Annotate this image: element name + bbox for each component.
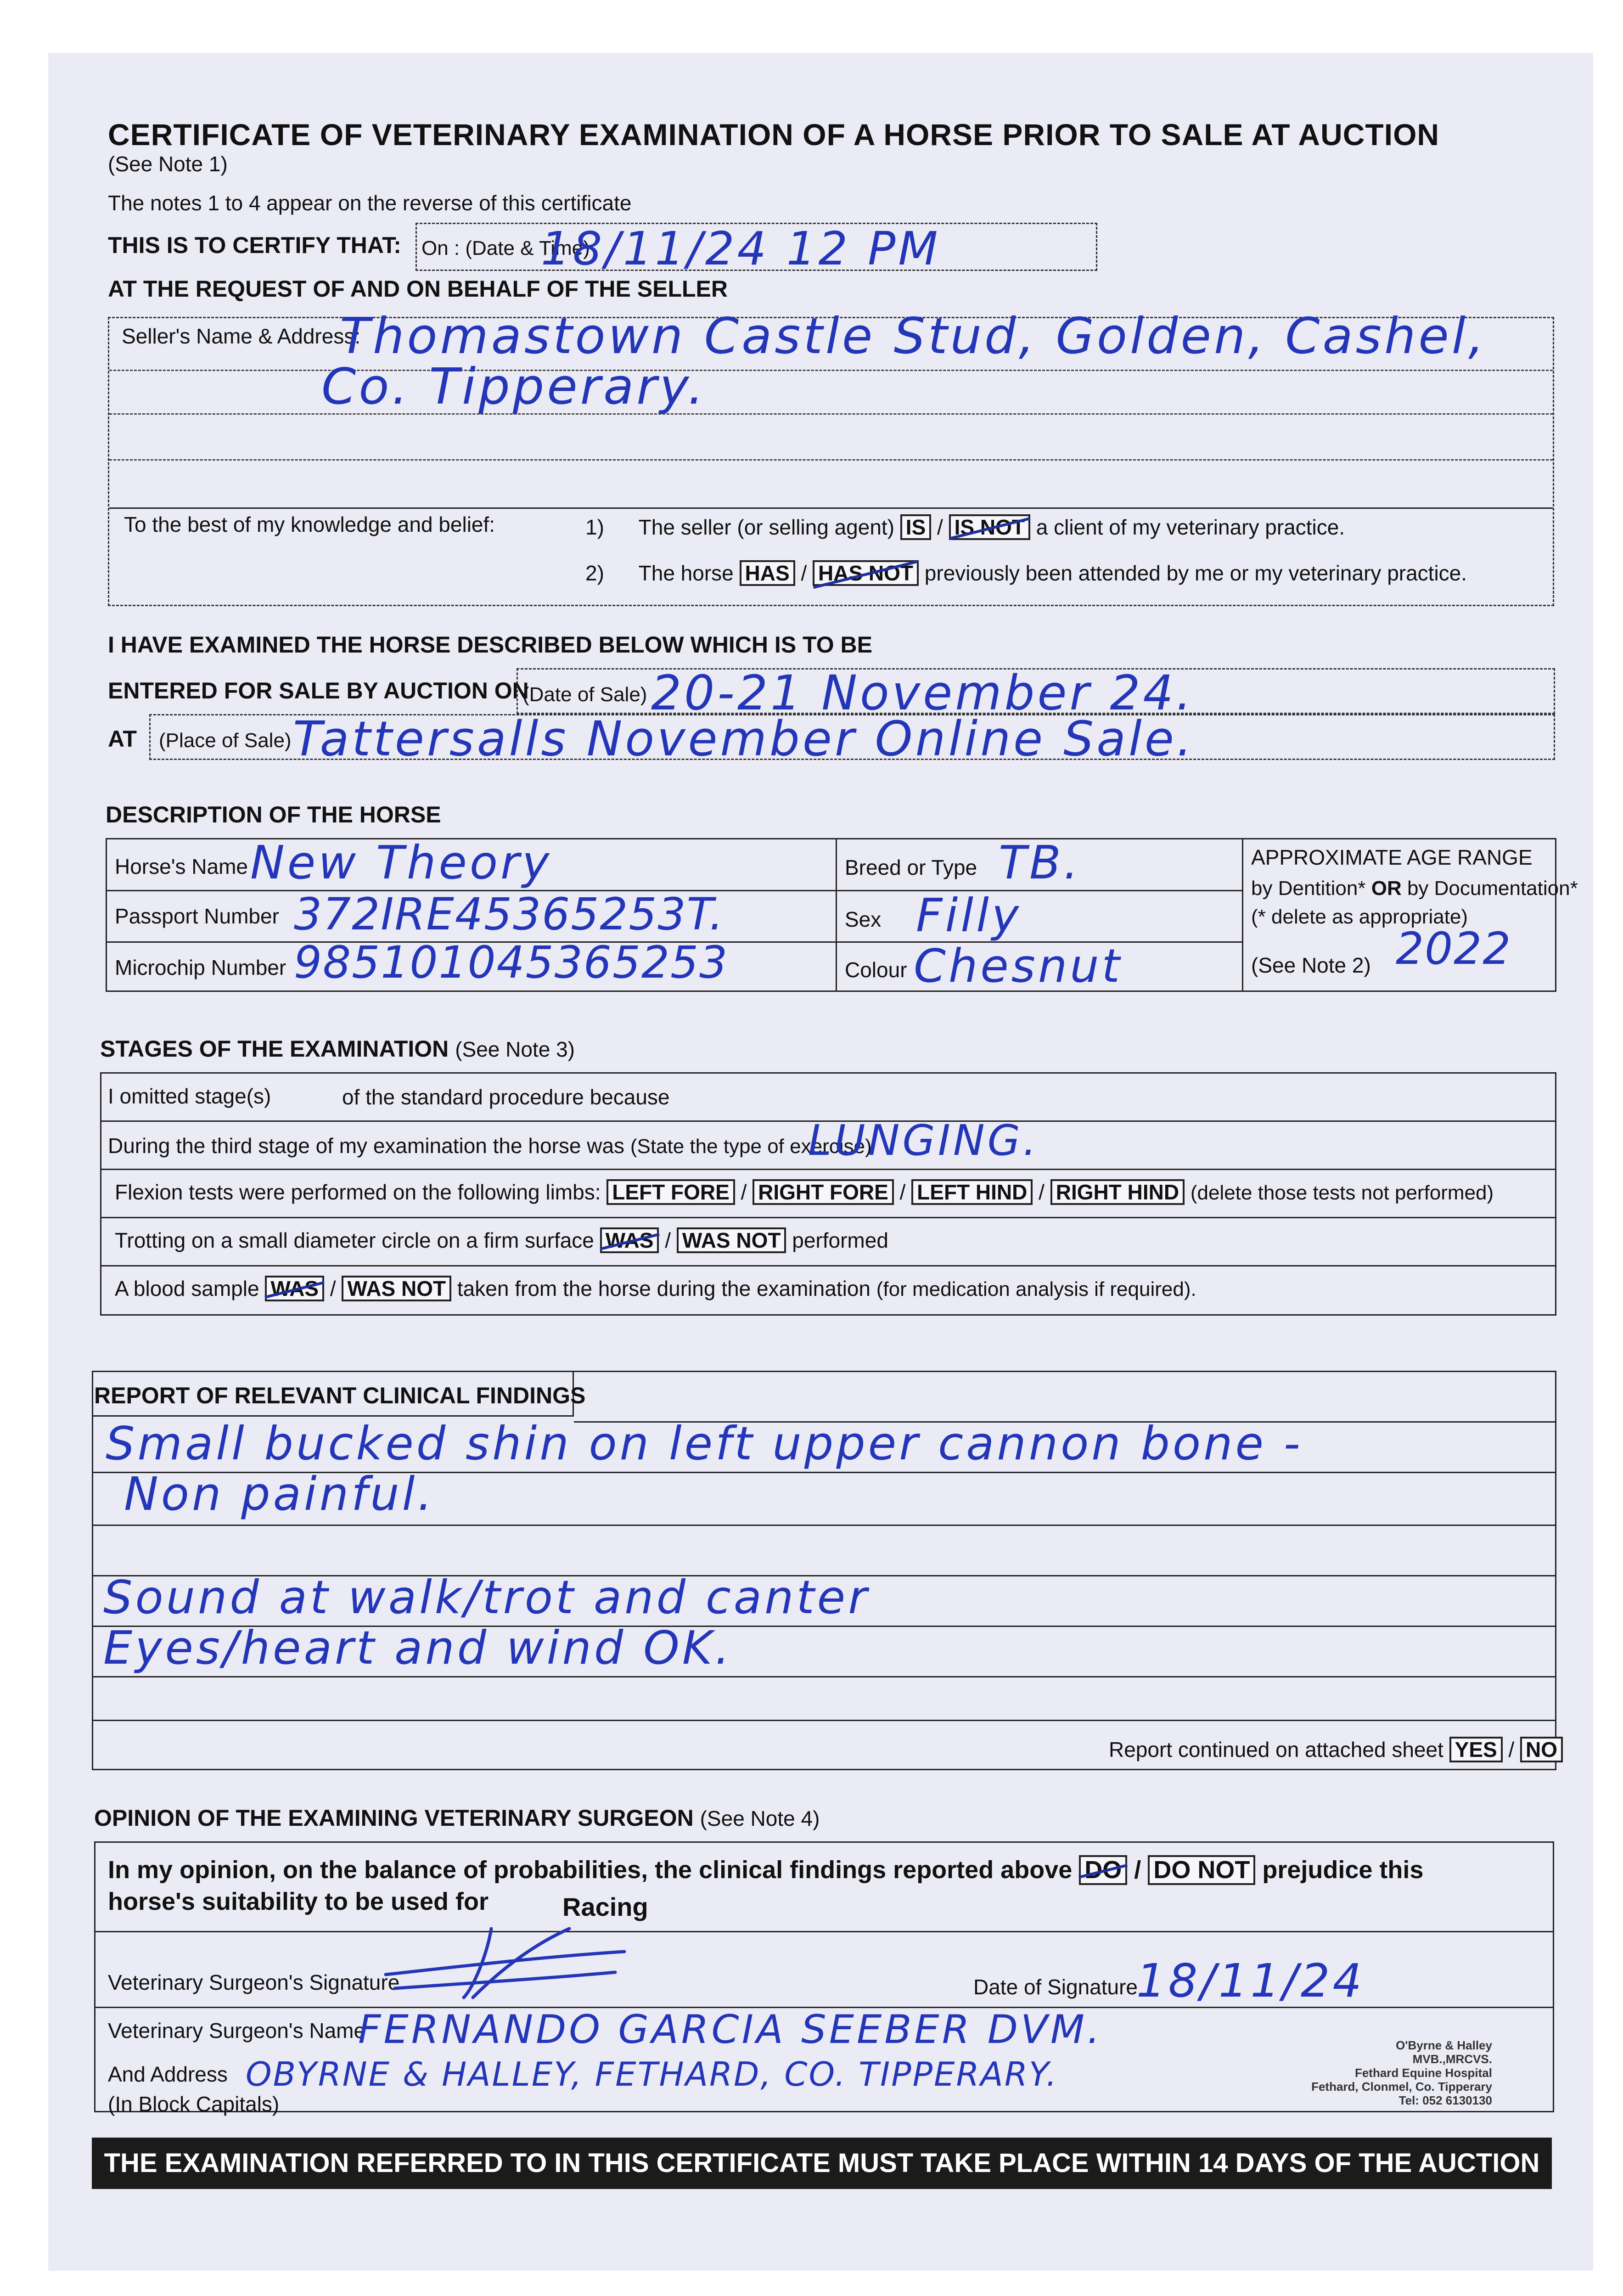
opinion-rule-1 xyxy=(94,1931,1554,1932)
passport-value[interactable]: 372IRE45365253T. xyxy=(294,889,724,940)
age-documentation[interactable]: by Documentation* xyxy=(1407,877,1578,900)
vet-address-label: And Address xyxy=(108,2062,228,2086)
trotting-line xyxy=(115,1227,888,1253)
passport-label: Passport Number xyxy=(115,904,279,928)
trot-was-option[interactable]: WAS xyxy=(600,1227,659,1253)
seller-rule-4 xyxy=(109,507,1553,509)
date-of-signature-label: Date of Signature xyxy=(973,1975,1138,1999)
item1-text: The seller (or selling agent) xyxy=(638,515,895,539)
stamp-line-2: MVB.,MRCVS. xyxy=(1412,2052,1492,2066)
trotting-label: Trotting on a small diameter circle on a firm surface xyxy=(115,1228,594,1252)
horse-name-label: Horse's Name xyxy=(115,855,248,878)
opinion-text-1: In my opinion, on the balance of probabilities, the clinical findings reported above xyxy=(108,1856,1073,1884)
item2-has-not-option[interactable]: HAS NOT xyxy=(813,560,919,586)
notes-line: The notes 1 to 4 appear on the reverse of this certificate xyxy=(108,191,632,215)
report-rule-5 xyxy=(92,1676,1556,1677)
microchip-value[interactable]: 985101045365253 xyxy=(294,937,729,988)
colour-value[interactable]: Chesnut xyxy=(914,939,1123,993)
age-delete-note: (* delete as appropriate) xyxy=(1251,906,1468,928)
omitted-label-b: of the standard procedure because xyxy=(342,1085,670,1109)
stages-title: STAGES OF THE EXAMINATION xyxy=(100,1036,449,1062)
opinion-use-value[interactable]: Racing xyxy=(562,1892,648,1921)
opinion-text-1-post: prejudice this xyxy=(1262,1856,1424,1884)
belief-label: To the best of my knowledge and belief: xyxy=(124,512,495,536)
stamp-line-4: Fethard, Clonmel, Co. Tipperary xyxy=(1311,2079,1492,2093)
date-of-sale-label: (Date of Sale) xyxy=(522,683,647,706)
age-range-method xyxy=(1251,877,1578,900)
age-see-note-2: (See Note 2) xyxy=(1251,953,1371,977)
belief-item-2 xyxy=(585,560,1467,586)
stamp-line-5: Tel: 052 6130130 xyxy=(1398,2093,1492,2107)
blood-note: (for medication analysis if required). xyxy=(876,1278,1196,1300)
place-of-sale-field[interactable] xyxy=(149,711,1555,767)
report-rule-6 xyxy=(92,1720,1556,1721)
stamp-line-1: O'Byrne & Halley xyxy=(1396,2038,1492,2052)
at-label: AT xyxy=(108,726,137,752)
certify-label: THIS IS TO CERTIFY THAT: xyxy=(108,232,401,258)
date-time-value: 18/11/24 12 PM xyxy=(541,222,941,276)
third-stage-label: During the third stage of my examination the horse was xyxy=(108,1134,625,1158)
stages-note: (See Note 3) xyxy=(455,1037,575,1061)
limb-sep-3: / xyxy=(1039,1180,1045,1204)
breed-value[interactable]: TB. xyxy=(999,836,1081,889)
stages-rule-2 xyxy=(100,1169,1556,1170)
report-title: REPORT OF RELEVANT CLINICAL FINDINGS xyxy=(94,1383,586,1408)
continued-sep: / xyxy=(1508,1738,1515,1761)
flexion-label: Flexion tests were performed on the following limbs: xyxy=(115,1180,601,1204)
blood-was-not-option[interactable]: WAS NOT xyxy=(342,1276,451,1301)
limb-left-hind[interactable]: LEFT HIND xyxy=(911,1179,1033,1205)
limb-sep-2: / xyxy=(899,1180,906,1204)
finding-line-1[interactable]: Small bucked shin on left upper cannon bone - xyxy=(106,1417,1303,1470)
date-of-sale-value: 20-21 November 24. xyxy=(651,665,1194,721)
vet-name-label: Veterinary Surgeon's Name xyxy=(108,2019,366,2043)
trot-sep: / xyxy=(665,1228,671,1252)
limb-right-hind[interactable]: RIGHT HIND xyxy=(1050,1179,1185,1205)
see-note-1: (See Note 1) xyxy=(108,152,228,176)
signature-mark[interactable] xyxy=(376,1919,634,2002)
date-time-label: On : (Date & Time) xyxy=(421,237,590,259)
item2-post: previously been attended by me or my veterinary practice. xyxy=(924,561,1467,585)
blood-label: A blood sample xyxy=(115,1277,259,1300)
item1-is-option[interactable]: IS xyxy=(900,514,931,540)
item2-sep: / xyxy=(801,561,807,585)
third-stage-value[interactable]: LUNGING. xyxy=(808,1116,1039,1165)
omitted-label-a: I omitted stage(s) xyxy=(108,1084,271,1108)
place-of-sale-value: Tattersalls November Online Sale. xyxy=(293,711,1195,767)
opinion-section-title xyxy=(94,1805,820,1831)
continued-yes-option[interactable]: YES xyxy=(1449,1737,1503,1762)
opinion-title: OPINION OF THE EXAMINING VETERINARY SURGEON xyxy=(94,1805,694,1831)
limb-sep-1: / xyxy=(741,1180,747,1204)
report-rule-2 xyxy=(92,1525,1556,1526)
seller-line1[interactable]: Thomastown Castle Stud, Golden, Cashel, xyxy=(340,308,1487,365)
vet-name-value[interactable]: FERNANDO GARCIA SEEBER DVM. xyxy=(358,2007,1103,2053)
horse-table-divider-2 xyxy=(1242,838,1243,992)
finding-line-2[interactable]: Non painful. xyxy=(124,1467,435,1521)
finding-line-4[interactable]: Eyes/heart and wind OK. xyxy=(103,1621,733,1675)
horse-section-title: DESCRIPTION OF THE HORSE xyxy=(106,802,441,827)
item1-post: a client of my veterinary practice. xyxy=(1036,515,1345,539)
age-value[interactable]: 2022 xyxy=(1396,923,1512,974)
seller-line2[interactable]: Co. Tipperary. xyxy=(321,358,707,416)
horse-name-value[interactable]: New Theory xyxy=(250,836,552,889)
signature-label: Veterinary Surgeon's Signature xyxy=(108,1970,400,1994)
blood-post: taken from the horse during the examination xyxy=(457,1277,870,1300)
sex-label: Sex xyxy=(845,907,882,931)
blood-was-option[interactable]: WAS xyxy=(265,1276,324,1301)
practice-stamp xyxy=(1286,2039,1492,2107)
horse-table-divider-1 xyxy=(836,838,837,992)
age-range-title: APPROXIMATE AGE RANGE xyxy=(1251,845,1533,869)
item2-text: The horse xyxy=(638,561,734,585)
item1-sep: / xyxy=(937,515,943,539)
stages-rule-3 xyxy=(100,1217,1556,1218)
item1-num: 1) xyxy=(585,515,604,539)
trotting-post: performed xyxy=(792,1228,888,1252)
limb-left-fore[interactable]: LEFT FORE xyxy=(607,1179,735,1205)
opinion-do-not-option[interactable]: DO NOT xyxy=(1148,1855,1255,1885)
item2-has-option[interactable]: HAS xyxy=(740,560,795,586)
request-line: AT THE REQUEST OF AND ON BEHALF OF THE SELLER xyxy=(108,276,728,302)
opinion-line-1 xyxy=(108,1855,1423,1885)
microchip-label: Microchip Number xyxy=(115,956,286,979)
finding-line-3[interactable]: Sound at walk/trot and canter xyxy=(103,1570,870,1624)
seller-label: Seller's Name & Address: xyxy=(122,324,361,348)
opinion-do-option[interactable]: DO xyxy=(1079,1855,1127,1885)
stages-section-title xyxy=(100,1035,575,1062)
certificate-title: CERTIFICATE OF VETERINARY EXAMINATION OF A HORSE PRIOR TO SALE AT AUCTION xyxy=(108,118,1440,152)
place-of-sale-label: (Place of Sale) xyxy=(159,729,292,752)
date-of-signature-value[interactable]: 18/11/24 xyxy=(1136,1954,1365,2008)
seller-rule-2 xyxy=(109,413,1553,415)
age-or: OR xyxy=(1371,877,1402,900)
flexion-note: (delete those tests not performed) xyxy=(1190,1182,1494,1204)
block-capitals-note: (In Block Capitals) xyxy=(108,2092,280,2116)
opinion-line-2: horse's suitability to be used for xyxy=(108,1888,489,1915)
opinion-sep: / xyxy=(1134,1856,1141,1884)
blood-line xyxy=(115,1276,1196,1301)
seller-rule-3 xyxy=(109,459,1553,461)
item2-num: 2) xyxy=(585,561,604,585)
stages-rule-4 xyxy=(100,1265,1556,1266)
limb-right-fore[interactable]: RIGHT FORE xyxy=(753,1179,894,1205)
breed-label: Breed or Type xyxy=(845,855,977,879)
item1-is-not-option[interactable]: IS NOT xyxy=(949,514,1030,540)
stamp-line-3: Fethard Equine Hospital xyxy=(1354,2065,1492,2080)
third-stage-hint: (State the type of exercise) xyxy=(630,1135,872,1158)
entered-label: ENTERED FOR SALE BY AUCTION ON xyxy=(108,678,529,703)
footer-banner: THE EXAMINATION REFERRED TO IN THIS CERTIFICATE MUST TAKE PLACE WITHIN 14 DAYS OF THE AUCTION xyxy=(92,2138,1552,2189)
continued-no-option[interactable]: NO xyxy=(1520,1737,1563,1762)
blood-sep: / xyxy=(330,1277,336,1300)
colour-label: Colour xyxy=(845,958,907,982)
examined-line: I HAVE EXAMINED THE HORSE DESCRIBED BELOW WHICH IS TO BE xyxy=(108,632,872,658)
sex-value[interactable]: Filly xyxy=(916,889,1022,942)
belief-item-1 xyxy=(585,514,1345,540)
third-stage-line xyxy=(108,1133,872,1158)
age-dentition[interactable]: by Dentition* xyxy=(1251,877,1366,900)
opinion-note: (See Note 4) xyxy=(700,1806,820,1830)
date-of-sale-field[interactable] xyxy=(517,665,1555,721)
report-continued-line xyxy=(1109,1737,1563,1762)
trot-was-not-option[interactable]: WAS NOT xyxy=(677,1227,786,1253)
date-time-field[interactable] xyxy=(416,222,1097,276)
flexion-line xyxy=(115,1179,1494,1205)
report-continued-label: Report continued on attached sheet xyxy=(1109,1738,1443,1761)
vet-address-value[interactable]: OBYRNE & HALLEY, FETHARD, CO. TIPPERARY. xyxy=(246,2055,1058,2093)
